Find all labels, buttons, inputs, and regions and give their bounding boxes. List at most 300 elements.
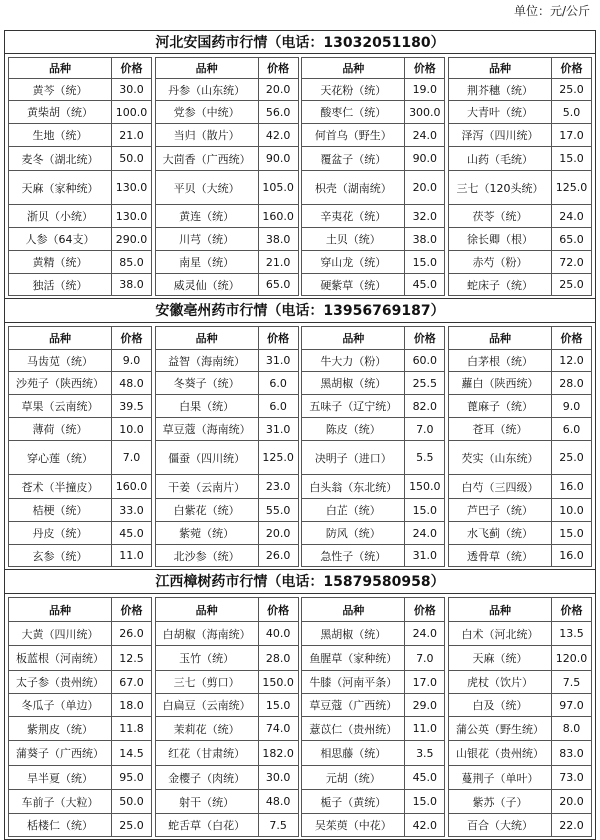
table-row <box>9 79 152 101</box>
herb-price: 130.0 <box>112 171 152 205</box>
table-row <box>302 101 445 124</box>
table-row <box>155 395 298 418</box>
herb-name: 草豆蔻（广西统） <box>302 694 405 717</box>
price-table <box>301 597 445 837</box>
table-row <box>448 475 591 499</box>
herb-name: 山银花（贵州统） <box>448 741 551 766</box>
herb-name: 旱半夏（统） <box>9 766 112 790</box>
herb-price: 30.0 <box>258 766 298 790</box>
table-row <box>155 372 298 395</box>
herb-name: 射干（统） <box>155 790 258 814</box>
herb-name: 百合（大统） <box>448 814 551 837</box>
herb-price: 11.0 <box>405 717 445 741</box>
table-row <box>448 766 591 790</box>
table-row <box>9 124 152 147</box>
herb-price: 28.0 <box>551 372 591 395</box>
herb-price: 5.5 <box>405 441 445 475</box>
herb-price: 130.0 <box>112 205 152 228</box>
table-row <box>448 545 591 567</box>
herb-price: 24.0 <box>405 522 445 545</box>
herb-price: 38.0 <box>405 228 445 251</box>
table-row <box>448 124 591 147</box>
herb-name: 虎杖（饮片） <box>448 671 551 694</box>
table-row <box>302 441 445 475</box>
herb-name: 苍耳（统） <box>448 418 551 441</box>
herb-price: 8.0 <box>551 717 591 741</box>
header-name: 品种 <box>448 327 551 350</box>
herb-price: 72.0 <box>551 251 591 274</box>
herb-name: 白芍（三四级） <box>448 475 551 499</box>
herb-name: 天麻（家种统） <box>9 171 112 205</box>
herb-price: 31.0 <box>405 545 445 567</box>
herb-name: 威灵仙（统） <box>155 274 258 296</box>
table-row <box>448 79 591 101</box>
herb-price: 20.0 <box>405 171 445 205</box>
herb-name: 蔓荆子（单叶） <box>448 766 551 790</box>
table-row <box>302 395 445 418</box>
table-row <box>155 814 298 837</box>
herb-name: 白及（统） <box>448 694 551 717</box>
header-price: 价格 <box>551 58 591 79</box>
table-row <box>155 766 298 790</box>
herb-name: 白术（河北统） <box>448 622 551 646</box>
herb-name: 北沙参（统） <box>155 545 258 567</box>
price-table <box>8 57 152 296</box>
table-row <box>302 622 445 646</box>
table-row <box>302 147 445 171</box>
table-row <box>448 499 591 522</box>
table-row <box>302 79 445 101</box>
herb-price: 11.8 <box>112 717 152 741</box>
herb-price: 56.0 <box>258 101 298 124</box>
header-price: 价格 <box>258 598 298 622</box>
header-price: 价格 <box>112 58 152 79</box>
table-row <box>448 171 591 205</box>
herb-price: 150.0 <box>405 475 445 499</box>
herb-price: 13.5 <box>551 622 591 646</box>
table-row <box>9 441 152 475</box>
herb-price: 48.0 <box>258 790 298 814</box>
herb-price: 73.0 <box>551 766 591 790</box>
header-price: 价格 <box>405 58 445 79</box>
herb-name: 栀子（黄统） <box>302 790 405 814</box>
herb-name: 苍术（半撞皮） <box>9 475 112 499</box>
herb-price: 7.0 <box>112 441 152 475</box>
herb-price: 6.0 <box>258 395 298 418</box>
herb-name: 丹参（山东统） <box>155 79 258 101</box>
herb-name: 板蓝根（河南统） <box>9 646 112 671</box>
herb-name: 蛇舌草（白花） <box>155 814 258 837</box>
herb-price: 40.0 <box>258 622 298 646</box>
herb-name: 黄芩（统） <box>9 79 112 101</box>
herb-name: 马齿苋（统） <box>9 350 112 372</box>
price-table <box>8 326 152 567</box>
herb-price: 39.5 <box>112 395 152 418</box>
herb-price: 10.0 <box>551 499 591 522</box>
herb-price: 7.5 <box>551 671 591 694</box>
table-header-row <box>9 58 152 79</box>
herb-name: 蒲葵子（广西统） <box>9 741 112 766</box>
herb-price: 38.0 <box>258 228 298 251</box>
herb-name: 玄参（统） <box>9 545 112 567</box>
table-row <box>9 622 152 646</box>
table-row <box>448 741 591 766</box>
herb-price: 15.0 <box>405 251 445 274</box>
herb-price: 14.5 <box>112 741 152 766</box>
herb-name: 白头翁（东北统） <box>302 475 405 499</box>
table-row <box>302 205 445 228</box>
herb-name: 玉竹（统） <box>155 646 258 671</box>
herb-price: 42.0 <box>258 124 298 147</box>
herb-price: 45.0 <box>405 274 445 296</box>
herb-price: 55.0 <box>258 499 298 522</box>
herb-price: 20.0 <box>258 79 298 101</box>
herb-name: 紫菀（统） <box>155 522 258 545</box>
herb-price: 65.0 <box>551 228 591 251</box>
table-row <box>302 741 445 766</box>
herb-name: 白胡椒（海南统） <box>155 622 258 646</box>
herb-price: 120.0 <box>551 646 591 671</box>
herb-name: 黄柴胡（统） <box>9 101 112 124</box>
herb-price: 38.0 <box>112 274 152 296</box>
herb-name: 决明子（进口） <box>302 441 405 475</box>
herb-name: 独活（统） <box>9 274 112 296</box>
header-price: 价格 <box>405 327 445 350</box>
table-row <box>9 251 152 274</box>
unit-label: 单位：元/公斤 <box>513 4 590 18</box>
table-row <box>155 79 298 101</box>
herb-name: 白茅根（统） <box>448 350 551 372</box>
herb-name: 蓖麻子（统） <box>448 395 551 418</box>
herb-price: 11.0 <box>112 545 152 567</box>
herb-name: 元胡（统） <box>302 766 405 790</box>
table-row <box>302 766 445 790</box>
herb-name: 紫荆皮（统） <box>9 717 112 741</box>
table-row <box>155 694 298 717</box>
herb-name: 黑胡椒（统） <box>302 622 405 646</box>
herb-name: 人参（64支） <box>9 228 112 251</box>
table-row <box>448 418 591 441</box>
price-table <box>301 57 445 296</box>
herb-name: 酸枣仁（统） <box>302 101 405 124</box>
section-title: 江西樟树药市行情（电话：15879580958） <box>4 570 596 594</box>
herb-price: 83.0 <box>551 741 591 766</box>
herb-price: 100.0 <box>112 101 152 124</box>
herb-price: 33.0 <box>112 499 152 522</box>
table-row <box>9 671 152 694</box>
herb-price: 290.0 <box>112 228 152 251</box>
table-row <box>302 694 445 717</box>
herb-price: 16.0 <box>551 475 591 499</box>
herb-price: 24.0 <box>405 124 445 147</box>
herb-name: 茉莉花（统） <box>155 717 258 741</box>
table-row <box>302 545 445 567</box>
price-table <box>448 597 592 837</box>
herb-name: 土贝（统） <box>302 228 405 251</box>
header-name: 品种 <box>302 58 405 79</box>
herb-price: 10.0 <box>112 418 152 441</box>
herb-name: 五味子（辽宁统） <box>302 395 405 418</box>
herb-price: 6.0 <box>551 418 591 441</box>
table-header-row <box>155 58 298 79</box>
section-grid <box>4 594 596 840</box>
table-row <box>302 475 445 499</box>
herb-price: 6.0 <box>258 372 298 395</box>
herb-price: 67.0 <box>112 671 152 694</box>
table-row <box>448 251 591 274</box>
herb-name: 白紫花（统） <box>155 499 258 522</box>
table-row <box>9 395 152 418</box>
herb-price: 21.0 <box>258 251 298 274</box>
table-row <box>302 499 445 522</box>
herb-name: 陈皮（统） <box>302 418 405 441</box>
table-row <box>9 350 152 372</box>
table-row <box>155 475 298 499</box>
herb-price: 160.0 <box>112 475 152 499</box>
herb-price: 95.0 <box>112 766 152 790</box>
table-row <box>302 372 445 395</box>
herb-price: 16.0 <box>551 545 591 567</box>
herb-price: 300.0 <box>405 101 445 124</box>
table-row <box>9 814 152 837</box>
herb-name: 天花粉（统） <box>302 79 405 101</box>
herb-price: 15.0 <box>258 694 298 717</box>
herb-name: 覆盆子（统） <box>302 147 405 171</box>
header-name: 品种 <box>155 598 258 622</box>
header-name: 品种 <box>155 327 258 350</box>
table-row <box>155 171 298 205</box>
table-header-row <box>448 58 591 79</box>
herb-price: 90.0 <box>405 147 445 171</box>
herb-name: 蘿白（陕西统） <box>448 372 551 395</box>
table-row <box>302 274 445 296</box>
table-row <box>9 717 152 741</box>
herb-name: 冬葵子（统） <box>155 372 258 395</box>
herb-price: 74.0 <box>258 717 298 741</box>
header-price: 价格 <box>551 598 591 622</box>
herb-name: 蛇床子（统） <box>448 274 551 296</box>
herb-price: 48.0 <box>112 372 152 395</box>
table-row <box>448 350 591 372</box>
table-row <box>448 147 591 171</box>
table-header-row <box>9 598 152 622</box>
herb-price: 7.0 <box>405 418 445 441</box>
section-title: 河北安国药市行情（电话：13032051180） <box>4 30 596 54</box>
table-row <box>155 646 298 671</box>
table-row <box>302 717 445 741</box>
table-row <box>155 228 298 251</box>
herb-name: 透骨草（统） <box>448 545 551 567</box>
table-header-row <box>155 598 298 622</box>
table-header-row <box>155 327 298 350</box>
table-row <box>302 790 445 814</box>
table-row <box>9 766 152 790</box>
table-row <box>302 228 445 251</box>
herb-name: 金樱子（肉统） <box>155 766 258 790</box>
table-row <box>448 646 591 671</box>
table-row <box>155 101 298 124</box>
header-name: 品种 <box>302 598 405 622</box>
table-row <box>302 124 445 147</box>
herb-price: 31.0 <box>258 418 298 441</box>
section-title: 安徽亳州药市行情（电话：13956769187） <box>4 299 596 323</box>
table-row <box>448 814 591 837</box>
price-table <box>155 57 299 296</box>
table-header-row <box>302 598 445 622</box>
herb-price: 85.0 <box>112 251 152 274</box>
herb-price: 15.0 <box>551 147 591 171</box>
herb-name: 麦冬（湖北统） <box>9 147 112 171</box>
herb-name: 穿山龙（统） <box>302 251 405 274</box>
table-row <box>302 814 445 837</box>
herb-name: 生地（统） <box>9 124 112 147</box>
price-table <box>448 57 592 296</box>
herb-name: 紫苏（子） <box>448 790 551 814</box>
herb-price: 125.0 <box>258 441 298 475</box>
header-name: 品种 <box>448 598 551 622</box>
table-row <box>155 622 298 646</box>
herb-name: 川芎（统） <box>155 228 258 251</box>
price-table <box>448 326 592 567</box>
herb-price: 45.0 <box>112 522 152 545</box>
table-row <box>155 522 298 545</box>
table-row <box>9 741 152 766</box>
herb-name: 红花（甘肃统） <box>155 741 258 766</box>
table-row <box>448 790 591 814</box>
table-row <box>155 741 298 766</box>
herb-price: 7.5 <box>258 814 298 837</box>
herb-name: 芦巴子（统） <box>448 499 551 522</box>
header-price: 价格 <box>258 327 298 350</box>
herb-name: 大青叶（统） <box>448 101 551 124</box>
herb-name: 芡实（山东统） <box>448 441 551 475</box>
herb-name: 相思藤（统） <box>302 741 405 766</box>
table-row <box>9 228 152 251</box>
table-row <box>9 171 152 205</box>
herb-name: 益智（海南统） <box>155 350 258 372</box>
herb-name: 干姜（云南片） <box>155 475 258 499</box>
herb-price: 32.0 <box>405 205 445 228</box>
section-grid <box>4 323 596 570</box>
herb-name: 水飞蓟（统） <box>448 522 551 545</box>
table-row <box>9 646 152 671</box>
herb-name: 赤芍（粉） <box>448 251 551 274</box>
herb-name: 草豆蔻（海南统） <box>155 418 258 441</box>
herb-name: 荆芥穗（统） <box>448 79 551 101</box>
herb-name: 白芷（统） <box>302 499 405 522</box>
table-row <box>155 205 298 228</box>
herb-price: 24.0 <box>551 205 591 228</box>
table-row <box>302 350 445 372</box>
table-row <box>9 499 152 522</box>
herb-name: 僵蚕（四川统） <box>155 441 258 475</box>
header-price: 价格 <box>112 327 152 350</box>
herb-name: 吴茱萸（中花） <box>302 814 405 837</box>
herb-name: 辛夷花（统） <box>302 205 405 228</box>
header-name: 品种 <box>9 58 112 79</box>
table-row <box>9 694 152 717</box>
table-header-row <box>302 327 445 350</box>
herb-name: 山药（毛统） <box>448 147 551 171</box>
herb-price: 160.0 <box>258 205 298 228</box>
table-row <box>448 228 591 251</box>
herb-name: 茯苓（统） <box>448 205 551 228</box>
table-row <box>155 441 298 475</box>
herb-price: 25.0 <box>551 274 591 296</box>
herb-price: 3.5 <box>405 741 445 766</box>
table-row <box>9 205 152 228</box>
herb-price: 45.0 <box>405 766 445 790</box>
herb-name: 白扁豆（云南统） <box>155 694 258 717</box>
herb-price: 105.0 <box>258 171 298 205</box>
herb-name: 黄连（统） <box>155 205 258 228</box>
herb-price: 24.0 <box>405 622 445 646</box>
herb-name: 栝楼仁（统） <box>9 814 112 837</box>
table-row <box>9 274 152 296</box>
header-name: 品种 <box>155 58 258 79</box>
herb-name: 车前子（大粒） <box>9 790 112 814</box>
herb-name: 浙贝（小统） <box>9 205 112 228</box>
table-header-row <box>448 327 591 350</box>
herb-price: 65.0 <box>258 274 298 296</box>
herb-name: 鱼腥草（家种统） <box>302 646 405 671</box>
table-row <box>9 475 152 499</box>
herb-price: 30.0 <box>112 79 152 101</box>
herb-name: 大茴香（广西统） <box>155 147 258 171</box>
herb-name: 急性子（统） <box>302 545 405 567</box>
herb-name: 防风（统） <box>302 522 405 545</box>
herb-name: 牛大力（粉） <box>302 350 405 372</box>
table-row <box>155 251 298 274</box>
herb-price: 22.0 <box>551 814 591 837</box>
herb-name: 白果（统） <box>155 395 258 418</box>
herb-price: 25.5 <box>405 372 445 395</box>
table-row <box>302 522 445 545</box>
table-row <box>448 694 591 717</box>
table-row <box>9 372 152 395</box>
herb-name: 泽泻（四川统） <box>448 124 551 147</box>
herb-price: 125.0 <box>551 171 591 205</box>
herb-name: 黑胡椒（统） <box>302 372 405 395</box>
table-row <box>448 441 591 475</box>
herb-price: 17.0 <box>405 671 445 694</box>
herb-name: 薏苡仁（贵州统） <box>302 717 405 741</box>
header-price: 价格 <box>112 598 152 622</box>
price-table <box>155 597 299 837</box>
table-row <box>155 350 298 372</box>
herb-price: 26.0 <box>112 622 152 646</box>
table-row <box>302 251 445 274</box>
herb-price: 31.0 <box>258 350 298 372</box>
table-row <box>9 418 152 441</box>
herb-price: 21.0 <box>112 124 152 147</box>
table-row <box>448 671 591 694</box>
price-table <box>8 597 152 837</box>
herb-price: 15.0 <box>551 522 591 545</box>
table-header-row <box>9 327 152 350</box>
price-table <box>301 326 445 567</box>
herb-name: 当归（散片） <box>155 124 258 147</box>
header-name: 品种 <box>448 58 551 79</box>
herb-price: 7.0 <box>405 646 445 671</box>
herb-price: 9.0 <box>551 395 591 418</box>
herb-price: 20.0 <box>258 522 298 545</box>
header-name: 品种 <box>302 327 405 350</box>
herb-name: 党参（中统） <box>155 101 258 124</box>
herb-name: 草果（云南统） <box>9 395 112 418</box>
header-price: 价格 <box>551 327 591 350</box>
herb-name: 三七（120头统） <box>448 171 551 205</box>
